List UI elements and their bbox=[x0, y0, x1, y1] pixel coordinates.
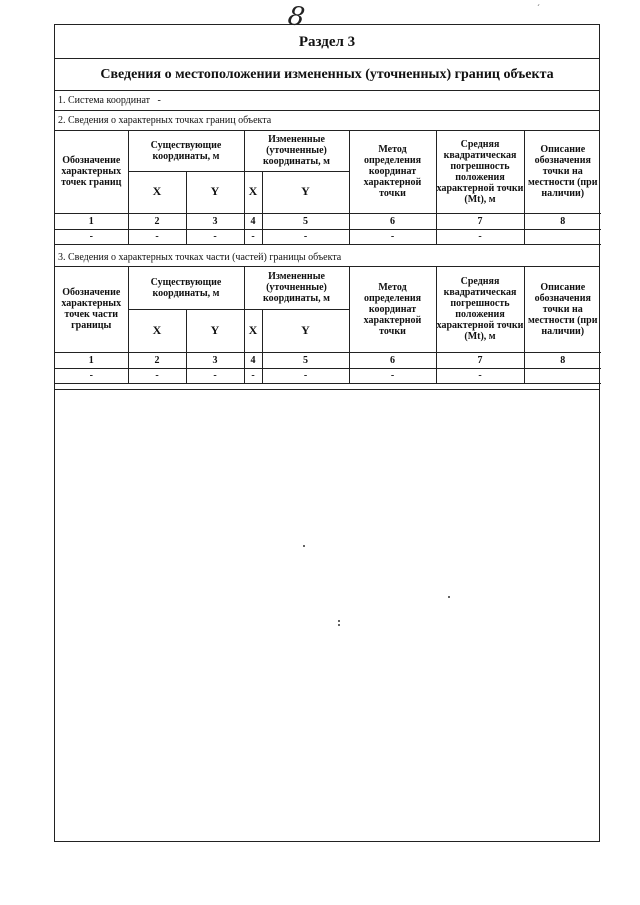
table-cell: - bbox=[186, 368, 244, 383]
col-existing-y: Y bbox=[186, 309, 244, 352]
column-number: 3 bbox=[186, 213, 244, 229]
table-cell: - bbox=[262, 229, 349, 244]
table-cell: - bbox=[349, 229, 436, 244]
column-number: 1 bbox=[55, 213, 128, 229]
col-changed-header: Измененные (уточненные) координаты, м bbox=[244, 267, 349, 309]
scan-speck bbox=[338, 620, 340, 622]
scan-speck bbox=[338, 624, 340, 626]
column-number: 4 bbox=[244, 352, 262, 368]
col-changed-x: X bbox=[244, 309, 262, 352]
column-number-row bbox=[55, 213, 601, 229]
coordinate-system-value: - bbox=[157, 95, 161, 106]
table-cell bbox=[524, 368, 601, 383]
coordinate-system-label: 1. Система координат bbox=[58, 95, 151, 106]
column-number: 6 bbox=[349, 213, 436, 229]
table-cell: - bbox=[128, 229, 186, 244]
table-row bbox=[55, 229, 601, 244]
col-changed-y: Y bbox=[262, 309, 349, 352]
column-number: 3 bbox=[186, 352, 244, 368]
handwritten-page-number: 8 bbox=[285, 0, 307, 34]
col-changed-header: Измененные (уточненные) координаты, м bbox=[244, 131, 349, 171]
table-cell bbox=[524, 229, 601, 244]
column-number: 6 bbox=[349, 352, 436, 368]
col-description-header: Описание обозначения точки на местности (при наличии) bbox=[524, 131, 601, 213]
corner-mark: ´ bbox=[537, 3, 540, 13]
table-header-row bbox=[55, 267, 601, 309]
section-subtitle: Сведения о местоположении измененных (уточненных) границ объекта bbox=[55, 59, 599, 91]
table-cell: - bbox=[186, 229, 244, 244]
col-existing-header: Существующие координаты, м bbox=[128, 267, 244, 309]
column-number: 5 bbox=[262, 352, 349, 368]
column-number: 5 bbox=[262, 213, 349, 229]
col-existing-x: X bbox=[128, 309, 186, 352]
column-number-row bbox=[55, 352, 601, 368]
col-error-header: Средняя квадратическая погрешность положения характерной точки (Mt), м bbox=[436, 267, 524, 352]
col-method-header: Метод определения координат характерной точки bbox=[349, 267, 436, 352]
table2-caption: 3. Сведения о характерных точках части (частей) границы объекта bbox=[55, 249, 599, 267]
col-method-header: Метод определения координат характерной точки bbox=[349, 131, 436, 213]
table1-caption: 2. Сведения о характерных точках границ объекта bbox=[55, 111, 599, 131]
table-cell: - bbox=[349, 368, 436, 383]
col-existing-header: Существующие координаты, м bbox=[128, 131, 244, 171]
scan-speck bbox=[448, 596, 450, 598]
column-number: 1 bbox=[55, 352, 128, 368]
boundary-points-table bbox=[55, 131, 601, 245]
table-header-row bbox=[55, 131, 601, 171]
table-cell: - bbox=[128, 368, 186, 383]
section-title: Раздел 3 bbox=[55, 25, 599, 59]
col-description-header: Описание обозначения точки на местности (при наличии) bbox=[524, 267, 601, 352]
scan-speck bbox=[303, 545, 305, 547]
table-cell: - bbox=[244, 368, 262, 383]
table-cell: - bbox=[436, 229, 524, 244]
col-changed-x: X bbox=[244, 171, 262, 213]
column-number: 2 bbox=[128, 213, 186, 229]
table-row bbox=[55, 368, 601, 383]
document-frame bbox=[54, 24, 600, 842]
col-point-header: Обозначение характерных точек границ bbox=[55, 131, 128, 213]
col-existing-y: Y bbox=[186, 171, 244, 213]
col-changed-y: Y bbox=[262, 171, 349, 213]
table-cell: - bbox=[55, 229, 128, 244]
column-number: 8 bbox=[524, 213, 601, 229]
col-point-header: Обозначение характерных точек части границы bbox=[55, 267, 128, 352]
column-number: 8 bbox=[524, 352, 601, 368]
table-cell: - bbox=[262, 368, 349, 383]
col-existing-x: X bbox=[128, 171, 186, 213]
table-cell: - bbox=[244, 229, 262, 244]
table-bottom-rule bbox=[55, 389, 599, 390]
column-number: 7 bbox=[436, 213, 524, 229]
table-cell: - bbox=[436, 368, 524, 383]
table-cell: - bbox=[55, 368, 128, 383]
column-number: 7 bbox=[436, 352, 524, 368]
column-number: 2 bbox=[128, 352, 186, 368]
coordinate-system-row bbox=[55, 91, 599, 111]
col-error-header: Средняя квадратическая погрешность положения характерной точки (Mt), м bbox=[436, 131, 524, 213]
part-boundary-points-table bbox=[55, 267, 601, 384]
column-number: 4 bbox=[244, 213, 262, 229]
